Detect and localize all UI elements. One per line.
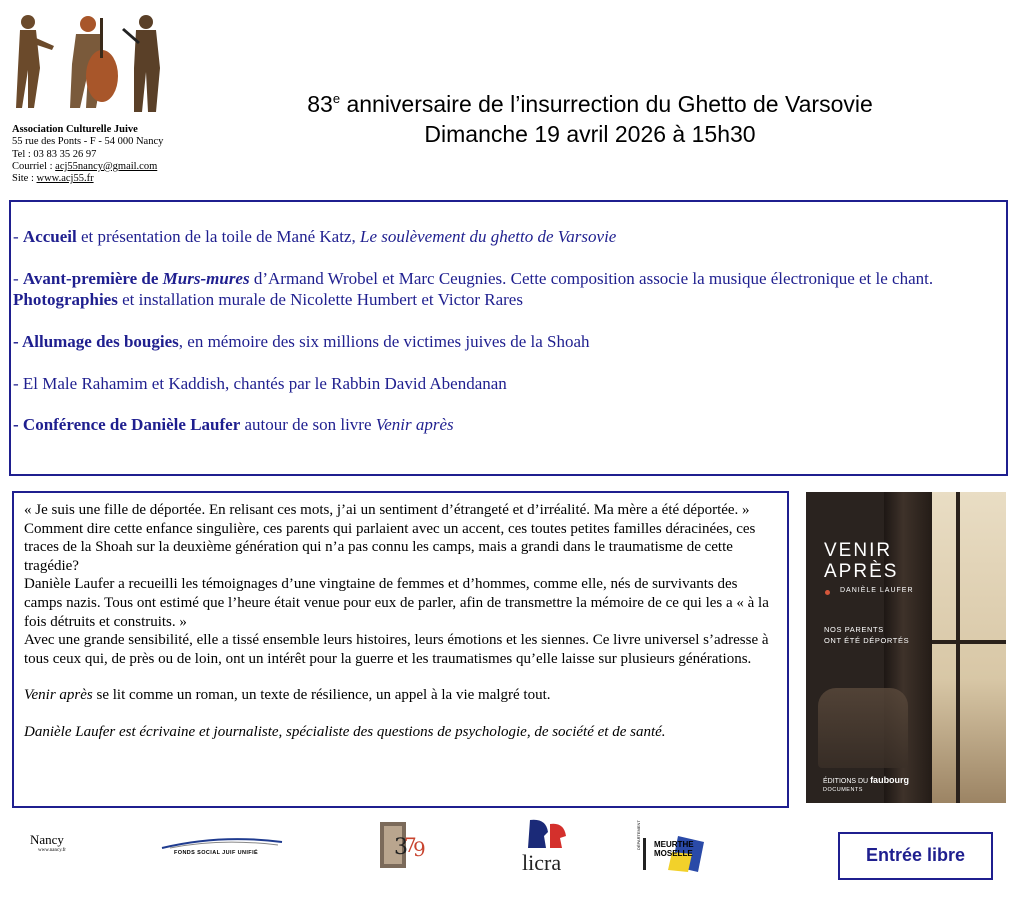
book-cover xyxy=(806,492,1006,803)
conference-label: - Conférence de Danièle Laufer xyxy=(13,415,241,434)
window-frame xyxy=(956,492,960,803)
association-site-line xyxy=(12,173,163,185)
dash: - xyxy=(13,269,23,288)
book-description-box xyxy=(12,491,789,808)
mm-line2: MOSELLE xyxy=(654,849,693,858)
mm-line1: MEURTHE xyxy=(654,840,694,849)
bougies-label: - Allumage des bougies xyxy=(13,332,179,351)
paragraph-4: Avec une grande sensibilité, elle a tissé ensemble leurs histoires, leurs émotions et les siennes. Ce livre universel s’adresse à tous ceux qui, de près ou de loin, ont un intérêt pour la guerre et les traumatismes qu’elle laisse sur plusieurs générations. xyxy=(24,632,769,667)
fsju-text: FONDS SOCIAL JUIF UNIFIÉ xyxy=(174,850,259,856)
cover-dot xyxy=(825,590,830,595)
cover-chair xyxy=(818,688,908,768)
photographies-label: Photographies xyxy=(13,290,118,309)
site-link[interactable]: www.acj55.fr xyxy=(36,173,94,185)
program-item-avant-premiere xyxy=(13,268,1011,310)
musicians-illustration xyxy=(6,8,174,118)
cover-title-line2: APRÈS xyxy=(824,561,899,582)
program-item-conference xyxy=(13,414,1011,435)
bougies-text: , en mémoire des six millions de victimes juives de la Shoah xyxy=(178,332,590,351)
cover-collection: DOCUMENTS xyxy=(823,787,863,793)
email-link[interactable]: acj55nancy@gmail.com xyxy=(55,160,158,172)
cover-subtitle xyxy=(824,624,909,646)
avant-premiere-text: d’Armand Wrobel et Marc Ceugnies. Cette composition associe la musique électronique et le chant. xyxy=(249,269,934,288)
svg-text:9: 9 xyxy=(413,837,426,861)
cover-author: DANIÈLE LAUFER xyxy=(840,587,914,594)
association-name: Association Culturelle Juive xyxy=(12,124,138,135)
licra-logo xyxy=(520,818,572,874)
program-item-accueil xyxy=(13,226,1011,247)
book-title: Venir après xyxy=(375,415,454,434)
publisher-prefix: ÉDITIONS DU xyxy=(823,778,871,785)
page-title xyxy=(220,84,960,149)
conference-text: autour de son livre xyxy=(240,415,376,434)
association-email-line xyxy=(12,161,163,173)
nancy-logo-url: www.nancy.fr xyxy=(38,848,66,853)
mm-side-text: DÉPARTEMENT xyxy=(636,820,641,850)
publisher-name: faubourg xyxy=(870,775,910,785)
program-item-bougies xyxy=(13,331,1011,352)
cover-publisher xyxy=(823,775,909,785)
logo-379-icon xyxy=(380,822,424,868)
site-label: Site : xyxy=(12,173,34,185)
photographies-text: et installation murale de Nicolette Humbert et Victor Rares xyxy=(117,290,523,309)
nancy-logo xyxy=(30,832,66,853)
book-title-inline: Venir après xyxy=(24,687,93,704)
quote-paragraph: « Je suis une fille de déportée. En relisant ces mots, j’ai un sentiment d’étrangeté et d’irréalité. Ma mère a été déportée. » xyxy=(24,502,750,518)
fsju-logo xyxy=(160,836,284,858)
association-tel: Tel : 03 83 35 26 97 xyxy=(12,148,97,160)
event-title xyxy=(220,84,960,119)
author-bio-text: Danièle Laufer est écrivaine et journaliste, spécialiste des questions de psychologie, de société et de santé. xyxy=(24,723,666,740)
association-info xyxy=(12,124,163,185)
cover-subtitle-line1: NOS PARENTS xyxy=(824,625,884,634)
title-number: 83 xyxy=(307,91,333,117)
title-sup: e xyxy=(332,91,341,106)
association-address: 55 rue des Ponts - F - 54 000 Nancy xyxy=(12,136,164,148)
cover-title xyxy=(824,540,898,582)
painting-title: Le soulèvement du ghetto de Varsovie xyxy=(359,227,617,246)
accueil-label: Accueil xyxy=(22,227,77,246)
licra-text: licra xyxy=(522,850,562,875)
program-item-kaddish: - El Male Rahamim et Kaddish, chantés par le Rabbin David Abendanan xyxy=(13,374,507,393)
mm-label xyxy=(654,840,694,858)
dash: - xyxy=(13,227,23,246)
cover-subtitle-line2: ONT ÉTÉ DÉPORTÉS xyxy=(824,636,910,645)
svg-text:3: 3 xyxy=(394,835,408,860)
paragraph-5-text: se lit comme un roman, un texte de résilience, un appel à la vie malgré tout. xyxy=(92,687,551,704)
licra-profile-icon xyxy=(520,818,572,852)
entree-libre-badge: Entrée libre xyxy=(838,832,993,880)
program-box xyxy=(9,200,1008,476)
accueil-text: et présentation de la toile de Mané Katz, xyxy=(76,227,360,246)
fsju-swoosh-icon xyxy=(160,836,284,850)
cover-title-line1: VENIR xyxy=(824,540,893,561)
paragraph-2: Comment dire cette enfance singulière, ces parents qui parlaient avec un accent, ces toutes petites familles déracinées, ces traces de la Shoah sur la deuxième génération qui n’a pas connu les camps, mais a grandi dans le traumatisme de cette tragédie? xyxy=(24,520,756,574)
svg-text:7: 7 xyxy=(404,833,417,857)
title-text: anniversaire de l’insurrection du Ghetto de Varsovie xyxy=(340,91,873,117)
meurthe-moselle-logo xyxy=(636,820,712,876)
paragraph-5 xyxy=(24,686,777,705)
email-label: Courriel : xyxy=(12,160,53,172)
avant-premiere-label: Avant-première de xyxy=(22,269,163,288)
work-title: Murs-mures xyxy=(162,269,250,288)
nancy-logo-text: Nancy xyxy=(30,832,64,847)
author-bio xyxy=(24,723,777,742)
event-date: Dimanche 19 avril 2026 à 15h30 xyxy=(424,121,756,147)
paragraph-3: Danièle Laufer a recueilli les témoignages d’une vingtaine de femmes et d’hommes, comme elle, nés de survivants des camps nazis. Tous ont estimé que l’heure était venue pour eux de parler, afin de transmettre la mémoire de ce qui les a « à la fois détruits et construits. » xyxy=(24,576,769,630)
